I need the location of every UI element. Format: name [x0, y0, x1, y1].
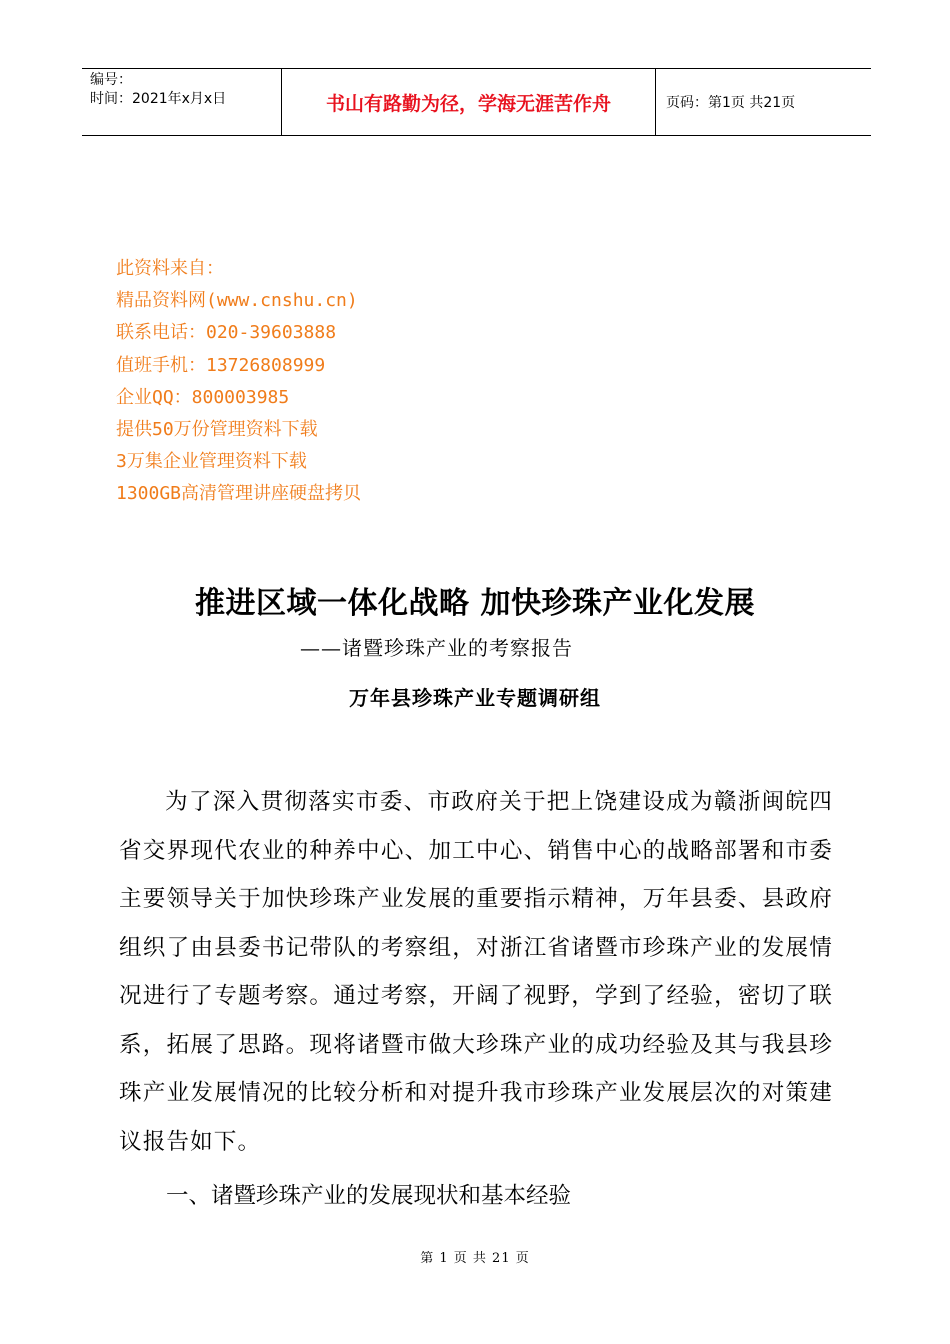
serial-label: 编号： [90, 72, 132, 88]
document-title: 推进区域一体化战略 加快珍珠产业化发展 [195, 586, 755, 621]
source-line: 精品资料网(www.cnshu.cn) [116, 290, 358, 312]
source-line: 联系电话：020-39603888 [116, 322, 337, 344]
source-info-block [116, 253, 361, 511]
document-header [82, 68, 871, 136]
header-meta [82, 69, 282, 135]
page-footer: 第 1 页 共 21 页 [420, 1251, 530, 1266]
time-label: 时间：2021年x月x日 [90, 91, 227, 107]
document-subtitle: ——诸暨珍珠产业的考察报告 [300, 636, 573, 660]
header-motto: 书山有路勤为径，学海无涯苦作舟 [282, 69, 656, 135]
source-line: 值班手机：13726808999 [116, 354, 326, 376]
body-paragraph: 为了深入贯彻落实市委、市政府关于把上饶建设成为赣浙闽皖四省交界现代农业的种养中心、加工中心、销售中心的战略部署和市委主要领导关于加快珍珠产业发展的重要指示精神，万年县委、县政府组织了由县委书记带队的考察组，对浙江省诸暨市珍珠产业的发展情况进行了专题考察。通过考察，开阔了视野，学到了经验，密切了联系，拓展了思路。现将诸暨市做大珍珠产业的成功经验及其与我县珍珠产业发展情况的比较分析和对提升我市珍珠产业发展层次的对策建议报告如下。 [119, 789, 833, 1155]
source-line: 3万集企业管理资料下载 [116, 451, 307, 473]
source-line: 企业QQ：800003985 [116, 386, 290, 408]
section-heading: 一、诸暨珍珠产业的发展现状和基本经验 [166, 1183, 572, 1209]
header-page-info: 页码：第1页 共21页 [666, 95, 796, 111]
source-line: 提供50万份管理资料下载 [116, 419, 318, 441]
document-author: 万年县珍珠产业专题调研组 [349, 686, 601, 710]
source-line: 1300GB高清管理讲座硬盘拷贝 [116, 483, 362, 505]
source-line: 此资料来自： [116, 258, 224, 279]
